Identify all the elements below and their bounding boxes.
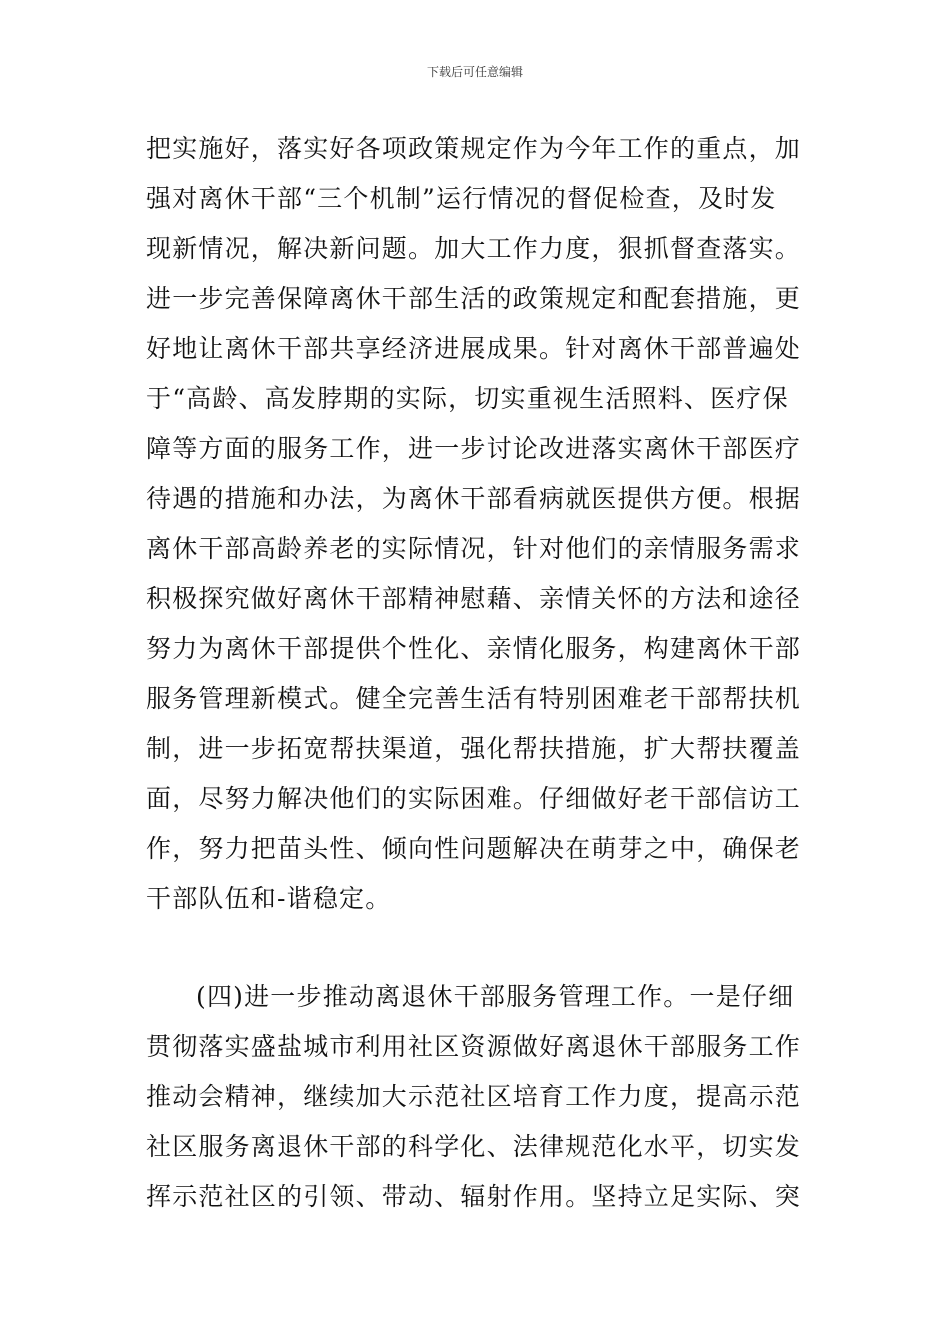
text-line: (四)进一步推动离退休干部服务管理工作。一是仔细 xyxy=(196,982,795,1011)
text-line: 好地让离休干部共享经济进展成果。针对离休干部普遍处 xyxy=(146,334,802,363)
text-line: 挥示范社区的引领、带动、辐射作用。坚持立足实际、突 xyxy=(146,1182,802,1211)
text-line: 积极探究做好离休干部精神慰藉、亲情关怀的方法和途径 xyxy=(146,584,802,613)
text-line: 面，尽努力解决他们的实际困难。仔细做好老干部信访工 xyxy=(146,784,802,813)
text-line: 服务管理新模式。健全完善生活有特别困难老干部帮扶机 xyxy=(146,684,802,713)
text-line: 把实施好，落实好各项政策规定作为今年工作的重点，加 xyxy=(146,134,802,163)
text-line: 贯彻落实盛盐城市利用社区资源做好离退休干部服务工作 xyxy=(146,1032,802,1061)
text-line: 待遇的措施和办法，为离休干部看病就医提供方便。根据 xyxy=(146,484,802,513)
text-line: 社区服务离退休干部的科学化、法律规范化水平，切实发 xyxy=(146,1132,802,1161)
page-header: 下载后可任意编辑 xyxy=(426,65,523,79)
text-line: 障等方面的服务工作，进一步讨论改进落实离休干部医疗 xyxy=(146,434,802,463)
text-line: 进一步完善保障离休干部生活的政策规定和配套措施，更 xyxy=(146,284,802,313)
text-line: 推动会精神，继续加大示范社区培育工作力度，提高示范 xyxy=(146,1082,802,1111)
text-line: 于“高龄、高发脖期的实际，切实重视生活照料、医疗保 xyxy=(146,384,789,413)
text-line: 制，进一步拓宽帮扶渠道，强化帮扶措施，扩大帮扶覆盖 xyxy=(146,734,802,763)
text-line: 离休干部高龄养老的实际情况，针对他们的亲情服务需求 xyxy=(146,534,802,563)
text-line: 作，努力把苗头性、倾向性问题解决在萌芽之中，确保老 xyxy=(146,834,802,863)
text-line: 努力为离休干部提供个性化、亲情化服务，构建离休干部 xyxy=(146,634,802,663)
text-line: 强对离休干部“三个机制”运行情况的督促检查，及时发 xyxy=(146,184,777,213)
text-line: 现新情况，解决新问题。加大工作力度，狠抓督查落实。 xyxy=(146,234,802,263)
text-line: 干部队伍和-谐稳定。 xyxy=(146,884,392,913)
